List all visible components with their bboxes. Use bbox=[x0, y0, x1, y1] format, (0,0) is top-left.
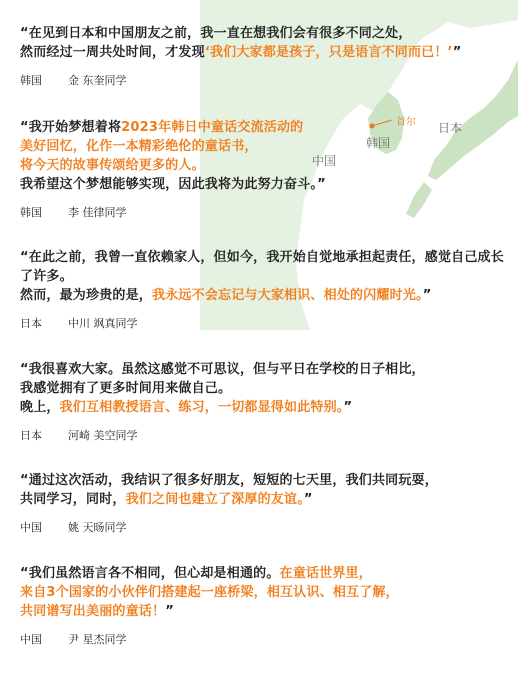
quote-attribution bbox=[20, 204, 510, 220]
quote-text bbox=[20, 24, 510, 62]
quote-block bbox=[20, 118, 510, 220]
quote-plain-text: 我希望这个梦想能够实现，因此我将为此努力奋斗。” bbox=[20, 177, 326, 192]
map-label-japan: 日本 bbox=[438, 121, 463, 135]
quote-block bbox=[20, 564, 510, 647]
quote-block bbox=[20, 471, 510, 535]
quote-text bbox=[20, 248, 510, 305]
quote-block bbox=[20, 24, 510, 88]
quote-attribution bbox=[20, 315, 510, 331]
quote-highlight-text: 我永远不会忘记与大家相识、相处的闪耀时光。 bbox=[152, 288, 423, 303]
student-country: 中国 bbox=[20, 633, 42, 646]
student-name: 河崎 美空同学 bbox=[68, 429, 138, 442]
quote-attribution bbox=[20, 427, 510, 443]
quote-plain-text: “我们虽然语言各不相同，但心却是相通的。 bbox=[20, 566, 280, 581]
quote-plain-text: “在见到日本和中国朋友之前，我一直在想我们会有很多不同之处， bbox=[20, 26, 412, 41]
student-country: 日本 bbox=[20, 429, 42, 442]
quote-highlight-text: 美好回忆，化作一本精彩绝伦的童话书， bbox=[20, 139, 258, 154]
student-country: 日本 bbox=[20, 317, 42, 330]
quote-highlight-text: ‘我们大家都是孩子，只是语言不同而已！’ bbox=[204, 45, 453, 60]
student-name: 中川 飒真同学 bbox=[68, 317, 138, 330]
quote-plain-text: 晚上， bbox=[20, 400, 60, 415]
student-name: 尹 星杰同学 bbox=[68, 633, 127, 646]
quote-plain-text: “在此之前，我曾一直依赖家人，但如今，我开始自觉地承担起责任，感觉自己成长了许多。 bbox=[20, 250, 504, 284]
quote-plain-text: ” bbox=[303, 492, 313, 507]
quote-highlight-text: 共同谱写出美丽的童话！ bbox=[20, 604, 166, 619]
quote-plain-text: ” bbox=[452, 45, 462, 60]
quote-highlight-text: 我们之间也建立了深厚的友谊。 bbox=[125, 492, 304, 507]
quote-text bbox=[20, 564, 510, 621]
quote-highlight-text: 我们互相教授语言、练习，一切都显得如此特别。 bbox=[59, 400, 344, 415]
quote-attribution bbox=[20, 631, 510, 647]
quote-plain-text: “我很喜欢大家。虽然这感觉不可思议，但与平日在学校的日子相比， bbox=[20, 362, 425, 377]
quote-plain-text: 然而经过一周共处时间，才发现 bbox=[20, 45, 205, 60]
quote-block bbox=[20, 248, 510, 331]
quote-plain-text: ” bbox=[343, 400, 353, 415]
quote-plain-text: ” bbox=[422, 288, 432, 303]
student-country: 韩国 bbox=[20, 206, 42, 219]
student-country: 韩国 bbox=[20, 74, 42, 87]
quote-text bbox=[20, 471, 510, 509]
quote-plain-text: 共同学习，同时， bbox=[20, 492, 126, 507]
quote-highlight-text: 将今天的故事传颂给更多的人。 bbox=[20, 158, 205, 173]
quote-plain-text: ” bbox=[165, 604, 174, 619]
student-country: 中国 bbox=[20, 521, 42, 534]
map-label-seoul: 首尔 bbox=[396, 117, 416, 128]
student-name: 姚 天旸同学 bbox=[68, 521, 127, 534]
student-name: 李 佳律同学 bbox=[68, 206, 127, 219]
quote-block bbox=[20, 360, 510, 443]
quote-attribution bbox=[20, 519, 510, 535]
quote-highlight-text: 在童话世界里， bbox=[279, 566, 372, 581]
quote-plain-text: 然而，最为珍贵的是， bbox=[20, 288, 153, 303]
map-label-korea: 韩国 bbox=[366, 136, 391, 150]
student-name: 金 东奎同学 bbox=[68, 74, 127, 87]
quote-highlight-text: 2023年韩日中童话交流活动的 bbox=[121, 120, 304, 135]
quote-text bbox=[20, 360, 510, 417]
quote-plain-text: 我感觉拥有了更多时间用来做自己。 bbox=[20, 381, 232, 396]
quote-plain-text: “我开始梦想着将 bbox=[20, 120, 122, 135]
quote-attribution bbox=[20, 72, 510, 88]
quote-highlight-text: 来自3个国家的小伙伴们搭建起一座桥梁，相互认识、相互了解， bbox=[20, 585, 399, 600]
quote-plain-text: “通过这次活动，我结识了很多好朋友，短短的七天里，我们共同玩耍， bbox=[20, 473, 438, 488]
quote-text bbox=[20, 118, 510, 194]
map-label-china: 中国 bbox=[312, 154, 337, 168]
